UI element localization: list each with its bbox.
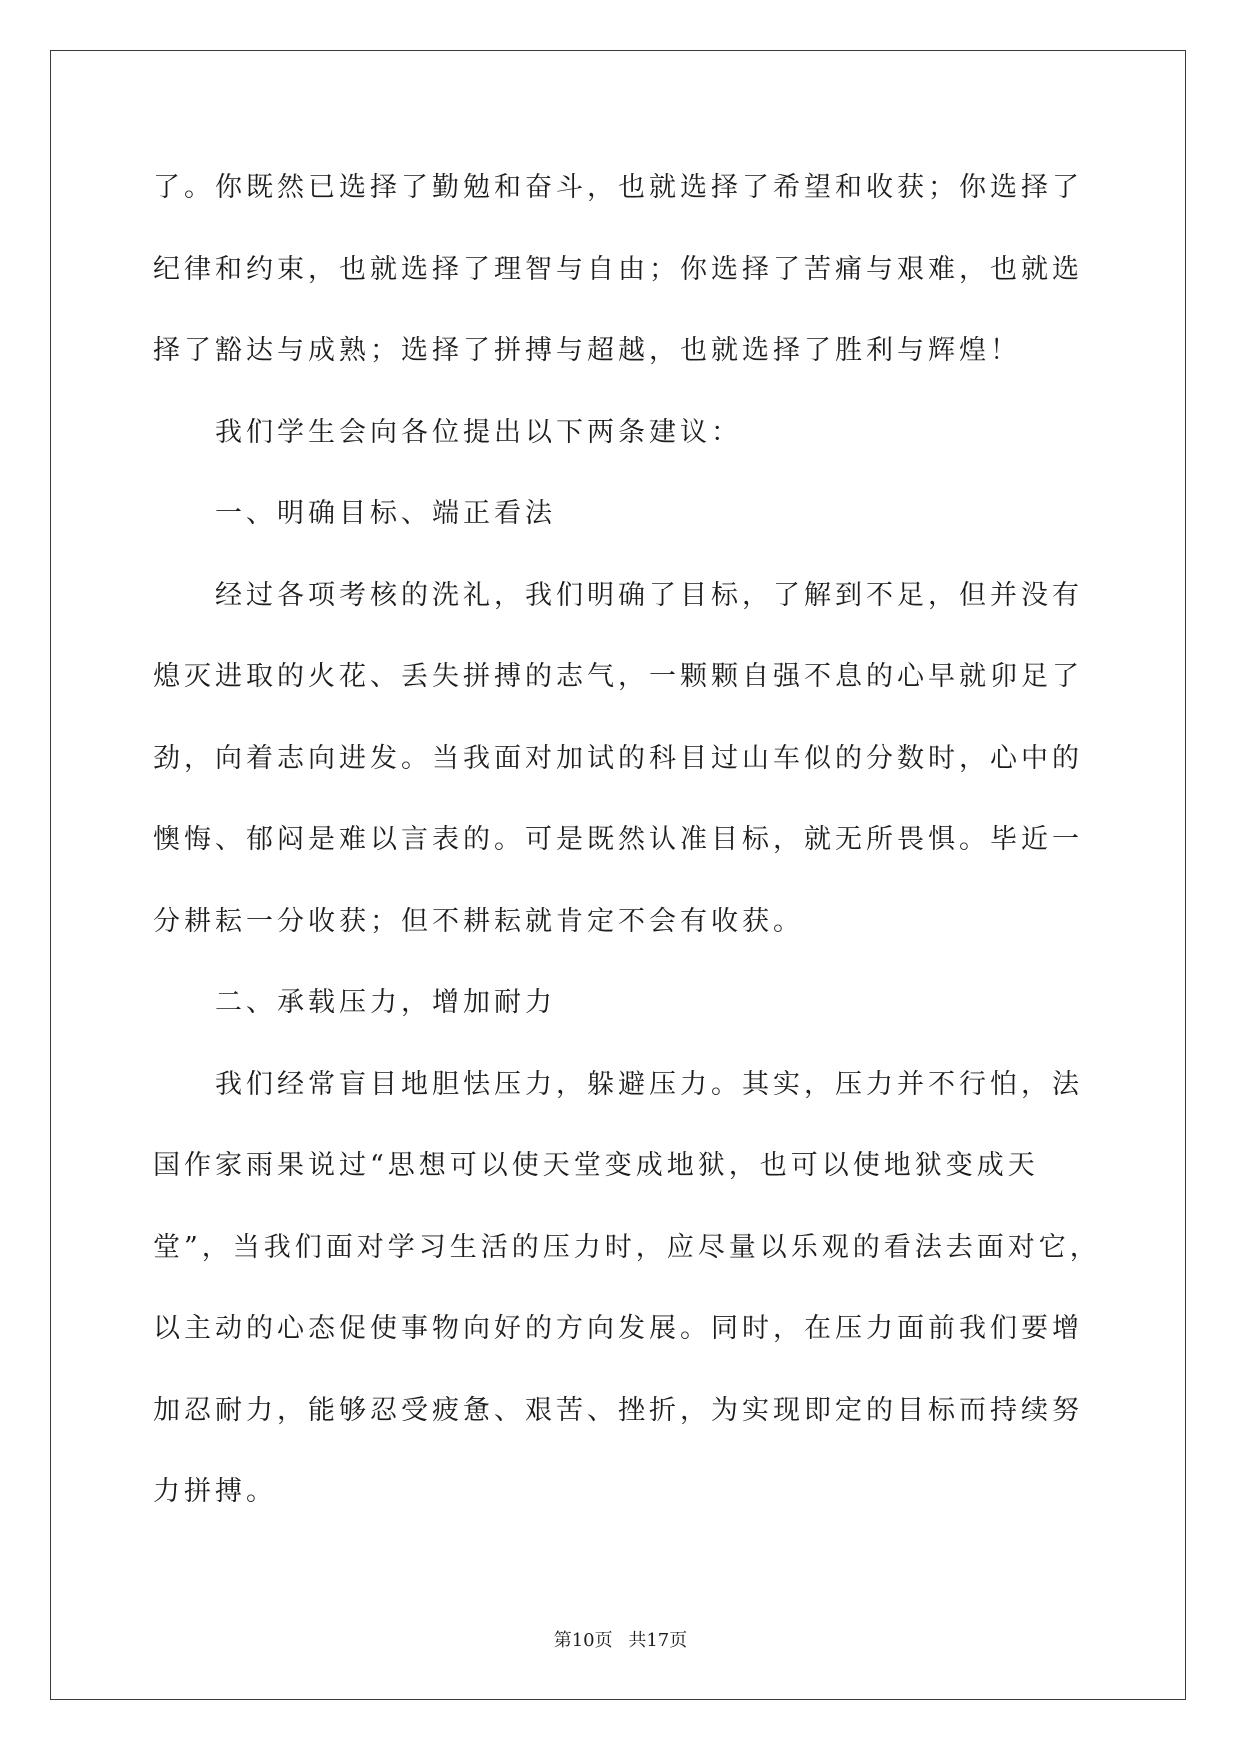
text-line: 我们经常盲目地胆怯压力，躲避压力。其实，压力并不行怕，法 [215, 1068, 1083, 1100]
text-line: 择了豁达与成熟；选择了拼搏与超越，也就选择了胜利与辉煌！ [153, 335, 1021, 366]
paragraph-continued [153, 147, 1153, 392]
page-number: 第10页 共17页 [553, 1630, 688, 1651]
paragraph-section-2 [153, 1044, 1153, 1533]
heading-line: 二、承载压力，增加耐力 [215, 987, 556, 1018]
text-line: 力拼搏。 [153, 1476, 277, 1507]
paragraph-intro [153, 392, 1153, 474]
text-line: 了。你既然已选择了勤勉和奋斗，也就选择了希望和收获；你选择了 [153, 172, 1083, 203]
section-heading-2 [153, 962, 1153, 1044]
section-heading-1 [153, 473, 1153, 555]
text-line: 懊悔、郁闷是难以言表的。可是既然认准目标，就无所畏惧。毕近一 [153, 824, 1083, 855]
text-line: 劲，向着志向进发。当我面对加试的科目过山车似的分数时，心中的 [153, 742, 1083, 774]
text-line: 纪律和约束，也就选择了理智与自由；你选择了苦痛与艰难，也就选 [153, 253, 1083, 285]
text-line: 堂”，当我们面对学习生活的压力时，应尽量以乐观的看法去面对它， [153, 1231, 1101, 1263]
text-line: 加忍耐力，能够忍受疲惫、艰苦、挫折，为实现即定的目标而持续努 [153, 1394, 1083, 1426]
text-line: 经过各项考核的洗礼，我们明确了目标，了解到不足，但并没有 [215, 579, 1083, 611]
paragraph-section-1 [153, 555, 1153, 963]
document-body [153, 147, 1153, 1533]
text-line: 国作家雨果说过“思想可以使天堂变成地狱，也可以使地狱变成天 [153, 1150, 1039, 1181]
heading-line: 一、明确目标、端正看法 [215, 498, 556, 529]
text-line: 分耕耘一分收获；但不耕耘就肯定不会有收获。 [153, 905, 804, 937]
text-line: 我们学生会向各位提出以下两条建议： [215, 416, 742, 448]
text-line: 以主动的心态促使事物向好的方向发展。同时，在压力面前我们要增 [153, 1313, 1083, 1344]
text-line: 熄灭进取的火花、丢失拼搏的志气，一颗颗自强不息的心早就卯足了 [153, 661, 1083, 692]
